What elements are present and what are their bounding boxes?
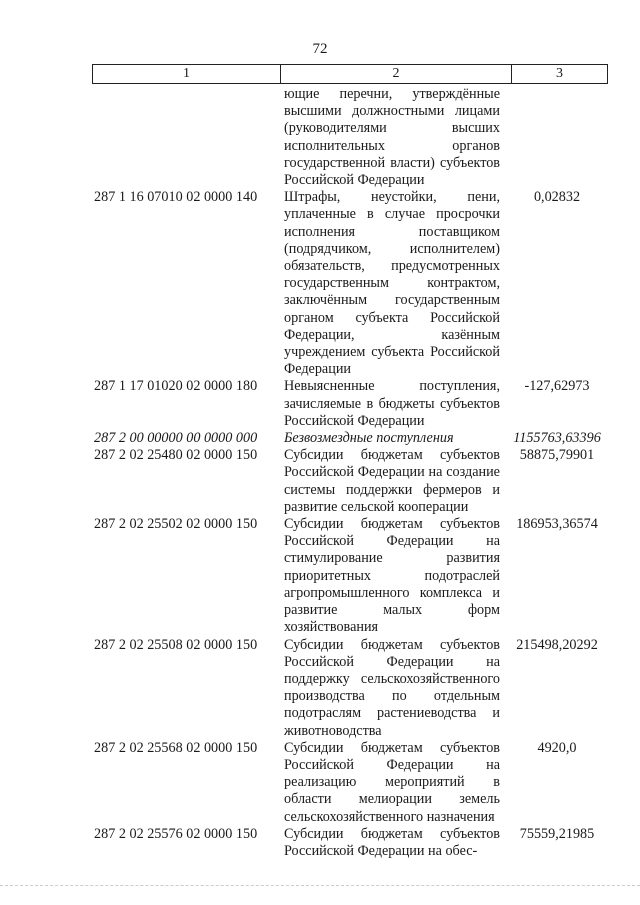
row-amount: 215498,20292 xyxy=(516,636,598,653)
budget-code: 287 1 16 07010 02 0000 140 xyxy=(94,189,258,206)
table-row xyxy=(0,637,640,740)
row-description: Невыясненные поступления, зачисляемые в бюджеты субъектов Российской Федерации xyxy=(284,378,500,429)
table-row xyxy=(0,447,640,516)
row-description: Субсидии бюджетам субъектов Российской Федерации на реализацию мероприятий в области мелиорации земель сельскохозяйственного назначения xyxy=(284,739,500,825)
row-description: Субсидии бюджетам субъектов Российской Федерации на обес- xyxy=(284,825,500,859)
row-description: Безвозмездные поступления xyxy=(284,430,454,447)
column-header-2: 2 xyxy=(281,65,512,83)
budget-code: 287 2 02 25480 02 0000 150 xyxy=(94,447,258,464)
column-header-1: 1 xyxy=(93,65,281,83)
row-amount: 186953,36574 xyxy=(516,516,598,533)
table-header xyxy=(92,64,608,84)
row-amount: 75559,21985 xyxy=(519,825,595,842)
table-row xyxy=(0,740,640,826)
column-header-3: 3 xyxy=(556,66,563,81)
budget-code: 287 2 02 25568 02 0000 150 xyxy=(94,739,258,756)
table-row-subtotal xyxy=(0,430,640,447)
budget-code: 287 2 00 00000 00 0000 000 xyxy=(94,430,258,447)
continuation-row xyxy=(0,86,640,189)
row-amount: -127,62973 xyxy=(524,378,590,395)
budget-code: 287 2 02 25508 02 0000 150 xyxy=(94,636,258,653)
row-amount: 4920,0 xyxy=(537,739,577,756)
budget-code: 287 1 17 01020 02 0000 180 xyxy=(94,378,258,395)
budget-code: 287 2 02 25576 02 0000 150 xyxy=(94,825,258,842)
row-description: Субсидии бюджетам субъектов Российской Федерации на стимулирование развития приоритетных подотраслей агропромышленного комплекса и развитие малых форм хозяйствования xyxy=(284,516,500,636)
table-row xyxy=(0,826,640,860)
table-row xyxy=(0,189,640,378)
row-description: Субсидии бюджетам субъектов Российской Федерации на поддержку сельскохозяйственного производства по отдельным подотраслям растениеводства и животноводства xyxy=(284,636,500,739)
row-amount: 58875,79901 xyxy=(519,447,595,464)
continuation-text: ющие перечни, утверждённые высшими должностными лицами (руководителями высших исполнительных органов государственной власти) субъектов Российской Федерации xyxy=(284,86,500,189)
row-amount: 1155763,63396 xyxy=(513,430,601,447)
row-description: Субсидии бюджетам субъектов Российской Федерации на создание системы поддержки фермеров и развитие сельской кооперации xyxy=(284,447,500,515)
row-description: Штрафы, неустойки, пени, уплаченные в случае просрочки исполнения поставщиком (подрядчиком, исполнителем) обязательств, предусмотренных государственным контрактом, заключённым государственным органом субъекта Российской Федерации, казённым учреждением субъекта Российской Федерации xyxy=(284,189,500,378)
table-body xyxy=(0,86,640,860)
row-amount: 0,02832 xyxy=(533,189,581,206)
table-row xyxy=(0,516,640,636)
budget-code: 287 2 02 25502 02 0000 150 xyxy=(94,516,258,533)
page-edge-divider xyxy=(0,885,640,886)
table-row xyxy=(0,378,640,430)
page-number: 72 xyxy=(312,41,328,57)
